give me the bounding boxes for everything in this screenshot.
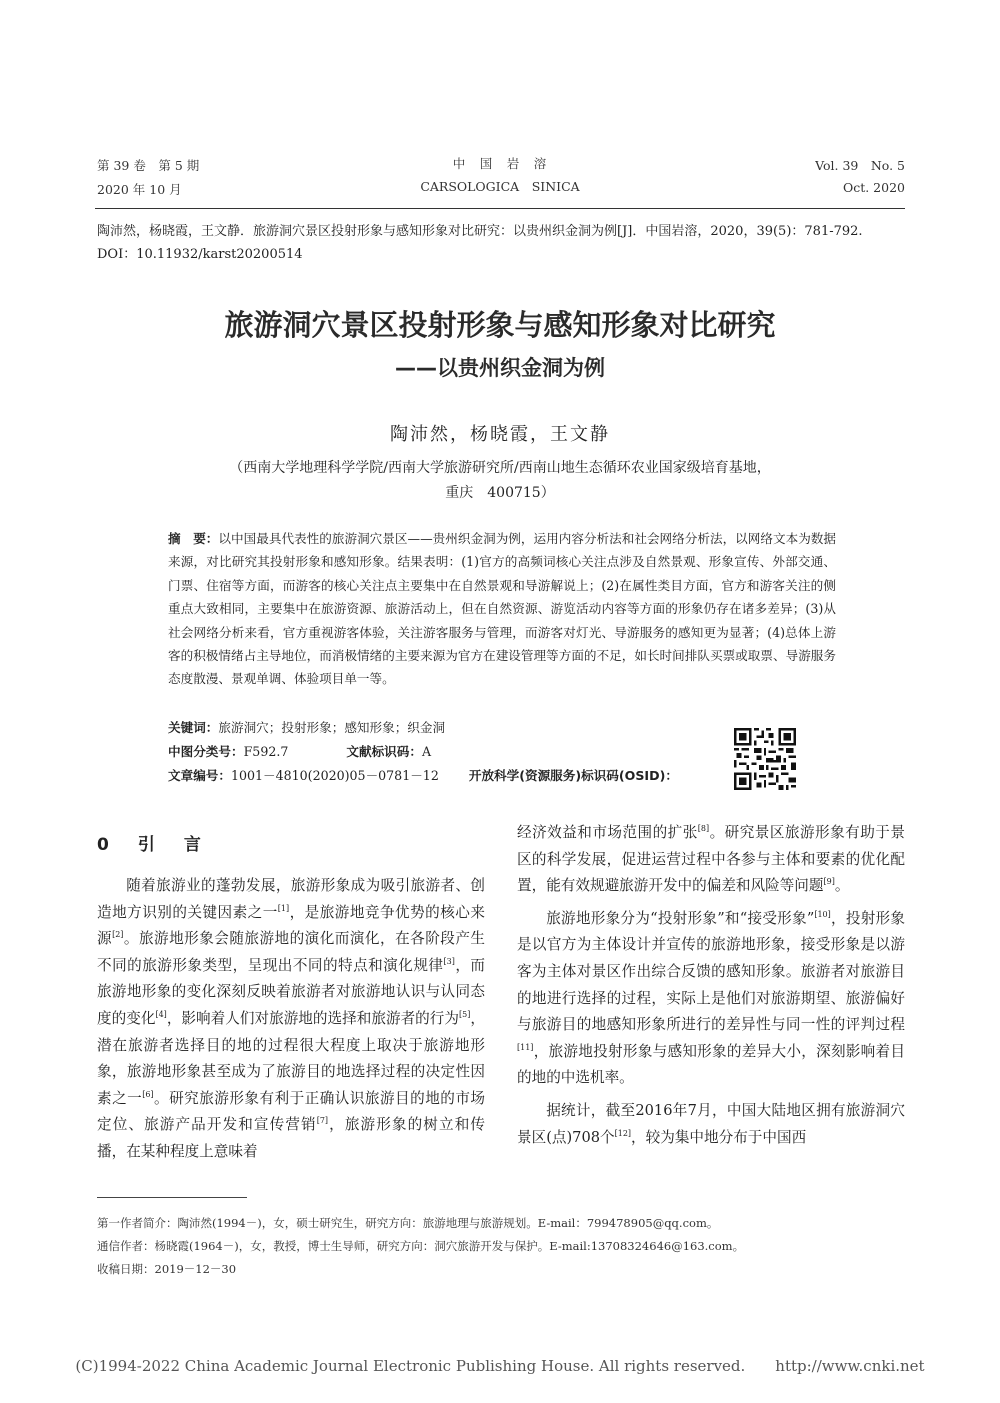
keywords-text: 旅游洞穴；投射形象；感知形象；织金洞 (218, 720, 446, 735)
header-date-en: Oct. 2020 (842, 180, 905, 195)
article-title: 旅游洞穴景区投射形象与感知形象对比研究 (224, 308, 776, 342)
article-subtitle: ——以贵州织金洞为例 (395, 356, 605, 380)
article-number-label: 文章编号： (168, 768, 231, 783)
header-volume-cn: 第 39 卷 第 5 期 (97, 158, 200, 173)
doc-code-label: 文献标识码： (346, 744, 422, 759)
paragraph: 随着旅游业的蓬勃发展，旅游形象成为吸引旅游者、创造地方识别的关键因素之一[1]，是旅游地竞争优势的核心来源[2]。旅游地形象会随旅游地的演化而演化，在各阶段产生不同的旅游形象类型，呈现出不同的特点和演化规律[3]，而旅游地形象的变化深刻反映着旅游者对旅游地认识与认同态度的变化[4]，影响着人们对旅游地的选择和旅游者的行为[5]，潜在旅游者选择目的地的过程很大程度上取决于旅游地形象，旅游地形象甚至成为了旅游目的地选择过程的决定性因素之一[6]。研究旅游形象有利于正确认识旅游目的地的市场定位、旅游产品开发和宣传营销[7]，旅游形象的树立和传播，在某种程度上意味着 (97, 877, 485, 1160)
citation (97, 220, 907, 266)
copyright-line: (C)1994-2022 China Academic Journal Electronic Publishing House. All rights reserved. http://www.cnki.net (75, 1357, 925, 1375)
article-number-value: 1001－4810(2020)05－0781－12 (230, 768, 439, 783)
header-volume-en: Vol. 39 No. 5 (815, 158, 905, 173)
citation-doi: DOI：10.11932/karst20200514 (97, 247, 303, 262)
keywords-label: 关键词： (168, 720, 219, 735)
affiliation-line-2: 重庆 400715） (445, 485, 555, 501)
paragraph: 据统计，截至2016年7月，中国大陆地区拥有旅游洞穴景区(点)708个[12]，较为集中地分布于中国西 (517, 1101, 905, 1146)
header-date-cn: 2020 年 10 月 (97, 182, 182, 197)
header-rule (95, 208, 905, 209)
citation-reference: 陶沛然，杨晓霞，王文静．旅游洞穴景区投射形象与感知形象对比研究：以贵州织金洞为例[J]．中国岩溶，2020，39(5)：781-792. (97, 224, 863, 239)
doc-code-value: A (421, 744, 432, 759)
clc-label: 中图分类号： (168, 744, 244, 759)
header-journal-cn: 中 国 岩 溶 (452, 156, 548, 171)
clc-value: F592.7 (243, 744, 289, 759)
article-number (168, 765, 678, 787)
abstract-text: 以中国最具代表性的旅游洞穴景区——贵州织金洞为例，运用内容分析法和社会网络分析法，以网络文本为数据来源，对比研究其投射形象和感知形象。结果表明：(1)官方的高频词核心关注点涉及自然景观、形象宣传、外部交通、门票、住宿等方面，而游客的核心关注点主要集中在自然景观和导游解说上；(2)在属性类目方面，官方和游客关注的侧重点大致相同，主要集中在旅游资源、旅游活动上，但在自然资源、游览活动内容等方面的形象仍存在诸多差异；(3)从社会网络分析来看，官方重视游客体验，关注游客服务与管理，而游客对灯光、导游服务的感知更为显著；(4)总体上游客的积极情绪占主导地位，而消极情绪的主要来源为官方在建设管理等方面的不足，如长时间排队买票或取票、导游服务态度散漫、景观单调、体验项目单一等。 (168, 531, 837, 687)
article-authors: 陶沛然，杨晓霞，王文静 (390, 424, 610, 445)
affiliation-line-1: （西南大学地理科学学院/西南大学旅游研究所/西南山地生态循环农业国家级培育基地， (229, 460, 771, 476)
paragraph: 经济效益和市场范围的扩张[8]。研究景区旅游形象有助于景区的科学发展，促进运营过程中各参与主体和要素的优化配置，能有效规避旅游开发中的偏差和风险等问题[9]。 (517, 824, 905, 895)
article-affiliation (120, 456, 880, 506)
section-heading: 0 引 言 (97, 835, 207, 855)
footnote-corresponding: 通信作者：杨晓霞(1964－)，女，教授，博士生导师，研究方向：洞穴旅游开发与保护。E-mail:13708324646@163.com。 (97, 1239, 745, 1253)
qr-code-icon[interactable] (734, 728, 796, 790)
abstract (168, 527, 836, 691)
paragraph: 旅游地形象分为“投射形象”和“接受形象”[10]，投射形象是以官方为主体设计并宣传的旅游地形象，接受形象是以游客为主体对景区作出综合反馈的感知形象。旅游者对旅游目的地进行选择的过程，实际上是他们对旅游期望、旅游偏好与旅游目的地感知形象所进行的差异性与同一性的评判过程[11]，旅游地投射形象与感知形象的差异大小，深刻影响着目的地的中选机率。 (517, 909, 905, 1087)
header-journal-en: CARSOLOGICA SINICA (420, 179, 580, 194)
footnotes (97, 1212, 917, 1281)
osid-label: 开放科学(资源服务)标识码(OSID)： (468, 768, 678, 783)
body-column-left (97, 873, 485, 1166)
keywords (168, 717, 445, 739)
classification (168, 741, 431, 763)
footnote-rule (97, 1197, 247, 1198)
abstract-label: 摘 要： (168, 531, 219, 546)
footnote-first-author: 第一作者简介：陶沛然(1994－)，女，硕士研究生，研究方向：旅游地理与旅游规划。E-mail：799478905@qq.com。 (97, 1216, 719, 1230)
body-column-right (517, 820, 905, 1151)
footnote-received: 收稿日期：2019－12－30 (97, 1262, 237, 1276)
